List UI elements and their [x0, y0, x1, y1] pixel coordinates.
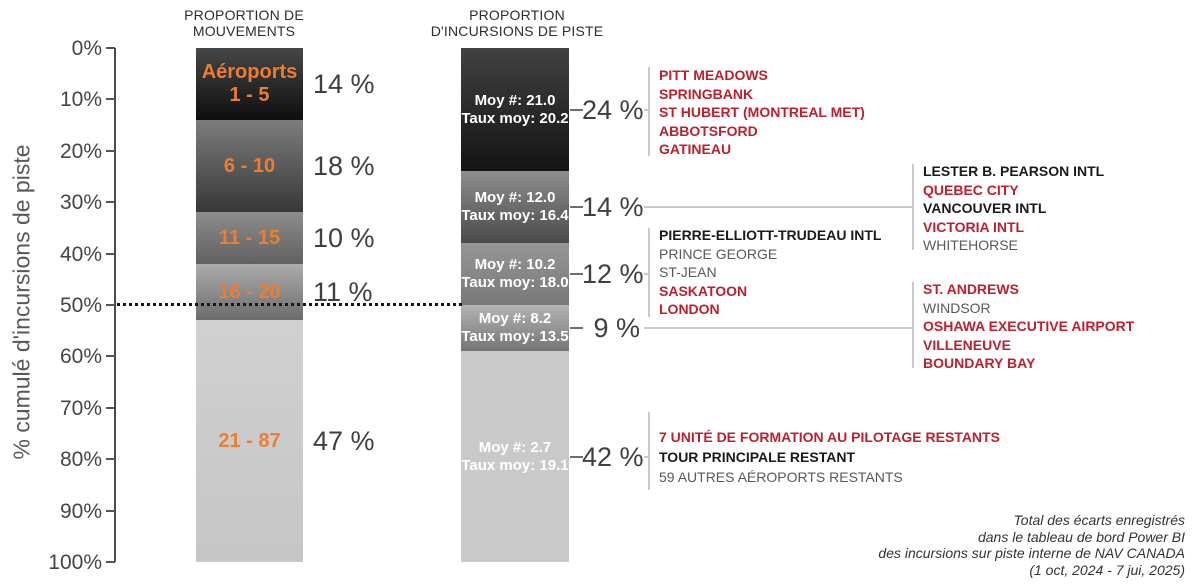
y-tick-label: 30% [59, 191, 102, 215]
airport-list-item: TOUR PRINCIPALE RESTANT [659, 449, 856, 465]
y-tick-mark [106, 98, 115, 100]
segment-percent-label: 24 % [582, 94, 644, 125]
airport-list-item: LONDON [659, 301, 720, 318]
incursions-bar-title-line: PROPORTION [469, 7, 565, 23]
movements-bar-title-line: MOUVEMENTS [192, 23, 296, 39]
segment-percent-label: 47 % [313, 426, 375, 457]
movements-bar-title-line: PROPORTION DE [184, 7, 304, 23]
segment-label-line: Moy #: 21.0 [474, 91, 556, 109]
airport-list-item: PITT MEADOWS [659, 67, 768, 83]
airport-list [923, 280, 1134, 373]
airport-group-42pct [648, 412, 1000, 487]
y-tick-label: 20% [59, 139, 102, 163]
segment-label-line: Taux moy: 16.4 [461, 207, 569, 225]
y-tick-mark [106, 561, 115, 563]
segment-label-line: 1 - 5 [229, 83, 270, 106]
airport-list-item: OSHAWA EXECUTIVE AIRPORT [923, 318, 1135, 335]
airport-list-item: SPRINGBANK [659, 85, 754, 102]
bar-segment [196, 320, 303, 562]
airport-list-item: ST. ANDREWS [923, 281, 1019, 297]
segment-label-line: Moy #: 12.0 [474, 189, 556, 207]
airport-group-24pct [648, 66, 865, 159]
y-tick-mark [106, 355, 115, 357]
segment-percent-label: 12 % [582, 259, 644, 290]
bar-segment [196, 264, 303, 321]
group-bracket [648, 67, 650, 156]
segment-label-line: 16 - 20 [218, 280, 281, 303]
airport-list-item: QUEBEC CITY [923, 181, 1019, 198]
airport-list-item: ST-JEAN [659, 264, 717, 281]
group-bracket [912, 164, 914, 250]
airport-list-item: SASKATOON [659, 282, 748, 299]
y-tick-label: 0% [71, 37, 102, 60]
segment-label-line: Aéroports [201, 60, 298, 83]
segment-percent-label: 14 % [582, 192, 644, 223]
reference-dotted-line [117, 303, 462, 306]
airport-list [659, 226, 881, 319]
segment-label-line: Taux moy: 18.0 [461, 274, 569, 292]
airport-list [923, 162, 1104, 255]
segment-label-line: 6 - 10 [223, 154, 276, 177]
airport-group-12pct [648, 226, 881, 319]
airport-list-item: PIERRE-ELLIOTT-TRUDEAU INTL [659, 227, 882, 243]
bar-segment [196, 120, 303, 213]
movements-bar-title [150, 7, 338, 39]
y-tick-mark [106, 304, 115, 306]
group-bracket [648, 228, 650, 317]
group-bracket [912, 282, 914, 368]
y-tick-mark [106, 253, 115, 255]
segment-label-line: Moy #: 10.2 [474, 256, 556, 274]
airport-list-item: LESTER B. PEARSON INTL [923, 163, 1105, 179]
y-tick-label: 60% [59, 345, 102, 369]
y-tick-label: 50% [59, 294, 102, 317]
segment-percent-label: 11 % [313, 277, 373, 308]
airport-list-item: WINDSOR [923, 299, 991, 316]
bar-segment [196, 48, 303, 120]
segment-percent-label: 42 % [582, 441, 644, 472]
airport-list-item: PRINCE GEORGE [659, 245, 778, 262]
airport-group-9pct [912, 280, 1134, 373]
incursions-bar-title-line: D'INCURSIONS DE PISTE [430, 23, 604, 39]
airport-list-item: 7 UNITÉ DE FORMATION AU PILOTAGE RESTANTS [659, 429, 1000, 445]
footnote-line: dans le tableau de bord Power BI [977, 528, 1185, 545]
footnote-line: (1 oct, 2024 - 7 jui, 2025) [1029, 561, 1185, 578]
airport-list [659, 66, 865, 159]
airport-list-item: WHITEHORSE [923, 237, 1018, 254]
segment-label-line: Moy #: 8.2 [478, 310, 552, 328]
y-tick-label: 80% [59, 448, 102, 472]
airport-list-item: VICTORIA INTL [923, 218, 1025, 235]
airport-list-item: 59 AUTRES AÉROPORTS RESTANTS [659, 469, 903, 485]
bar-segment [196, 212, 303, 263]
segment-label-line: Moy #: 2.7 [478, 438, 552, 456]
incursions-bar-title [408, 7, 626, 39]
segment-label-line: Taux moy: 19.1 [461, 456, 569, 474]
y-tick-label: 10% [59, 88, 102, 112]
airport-list-item: BOUNDARY BAY [923, 355, 1036, 372]
y-tick-label: 70% [59, 396, 102, 420]
y-axis-label: % cumulé d'incursions de piste [8, 144, 35, 460]
segment-label-line: Taux moy: 20.2 [461, 109, 569, 127]
airport-group-14pct [912, 162, 1104, 255]
airport-list [659, 412, 1000, 487]
y-tick-label: 40% [59, 242, 102, 266]
segment-percent-label: 10 % [313, 223, 375, 254]
connector-line [644, 327, 912, 329]
y-tick-label: 100% [48, 551, 102, 574]
bar-segment [461, 351, 569, 562]
footnote-line: Total des écarts enregistrés [1013, 512, 1185, 528]
airport-list-item: ST HUBERT (MONTREAL MET) [659, 104, 865, 121]
y-tick-mark [106, 47, 115, 49]
y-tick-mark [106, 150, 115, 152]
chart-footnote [878, 512, 1185, 578]
y-tick-mark [106, 458, 115, 460]
bar-segment [461, 48, 569, 171]
segment-label-line: 21 - 87 [218, 429, 281, 452]
y-tick-mark [106, 407, 115, 409]
airport-list-item: ABBOTSFORD [659, 122, 758, 139]
segment-percent-label: 18 % [313, 151, 375, 182]
segment-percent-label: 14 % [313, 68, 375, 99]
segment-label-line: 11 - 15 [218, 226, 281, 249]
group-bracket [648, 412, 650, 490]
connector-line [644, 206, 912, 208]
segment-label-line: Taux moy: 13.5 [461, 328, 569, 346]
bar-segment [461, 243, 569, 305]
airport-list-item: VANCOUVER INTL [923, 200, 1047, 217]
airport-list-item: VILLENEUVE [923, 336, 1011, 353]
segment-percent-label: 9 % [593, 313, 640, 344]
airport-list-item: GATINEAU [659, 141, 732, 158]
bar-segment [461, 305, 569, 351]
bar-segment [461, 171, 569, 243]
y-tick-label: 90% [59, 499, 102, 523]
footnote-line: des incursions sur piste interne de NAV CANADA [878, 545, 1185, 561]
y-tick-mark [106, 510, 115, 512]
y-tick-mark [106, 201, 115, 203]
